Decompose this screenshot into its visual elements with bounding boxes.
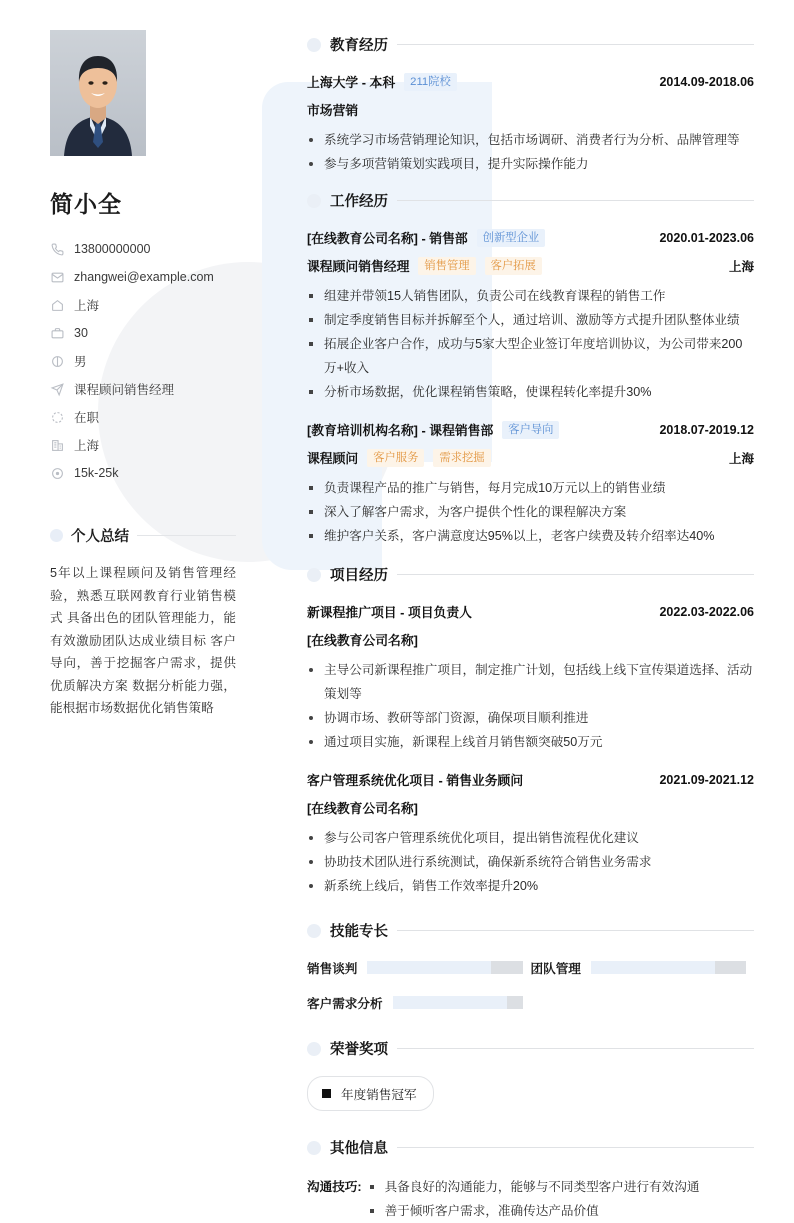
- project-company: [在线教育公司名称]: [307, 801, 418, 816]
- other-group-label: 沟通技巧:: [307, 1180, 362, 1194]
- avatar: [50, 30, 146, 156]
- list-item: 主导公司新课程推广项目，制定推广计划，包括线上线下宣传渠道选择、活动策划等: [307, 658, 754, 706]
- work-role: 课程顾问销售经理: [307, 259, 410, 274]
- other-title: 其他信息: [330, 1141, 388, 1157]
- salary-icon: [50, 466, 64, 480]
- briefcase-icon: [50, 326, 64, 340]
- contact-phone-value: 13800000000: [74, 242, 151, 256]
- section-dot-icon: [50, 529, 63, 542]
- project-entry: [307, 602, 754, 754]
- projects-title: 项目经历: [330, 568, 388, 584]
- phone-icon: [50, 242, 64, 256]
- header-divider: [397, 44, 754, 45]
- project-name: 新课程推广项目 - 项目负责人: [307, 605, 472, 620]
- list-item: 新系统上线后，销售工作效率提升20%: [307, 874, 754, 898]
- header-divider: [137, 535, 236, 536]
- other-group: [307, 1175, 754, 1223]
- skill-progress-fill: [507, 996, 523, 1009]
- summary-text: 5年以上课程顾问及销售管理经验，熟悉互联网教育行业销售模式 具备出色的团队管理能力，能有效激励团队达成业绩目标 客户导向，善于挖掘客户需求，提供优质解决方案 数据分析能力强，能根据市场数据优化销售策略: [50, 566, 236, 715]
- section-dot-icon: [307, 194, 321, 208]
- list-item: 组建并带领15人销售团队，负责公司在线教育课程的销售工作: [307, 284, 754, 308]
- project-date: 2022.03-2022.06: [659, 604, 754, 619]
- list-item: 分析市场数据，优化课程销售策略，使课程转化率提升30%: [307, 380, 754, 404]
- contact-salary: [50, 459, 236, 487]
- work-entry-role-row: [307, 448, 754, 467]
- contact-email-value: zhangwei@example.com: [74, 270, 214, 284]
- work-location: 上海: [728, 259, 754, 274]
- honors-title: 荣誉奖项: [330, 1042, 388, 1058]
- list-item: 负责课程产品的推广与销售，每月完成10万元以上的销售业绩: [307, 476, 754, 500]
- contact-gender-value: 男: [74, 355, 87, 369]
- section-dot-icon: [307, 924, 321, 938]
- project-bullets: [307, 826, 754, 898]
- education-header: [307, 34, 754, 55]
- list-item: 系统学习市场营销理论知识，包括市场调研、消费者行为分析、品牌管理等: [307, 128, 754, 152]
- list-item: 维护客户关系，客户满意度达95%以上，老客户续费及转介绍率达40%: [307, 524, 754, 548]
- work-role: 课程顾问: [307, 451, 359, 466]
- project-entry-row: [307, 602, 754, 621]
- work-company: [教育培训机构名称] - 课程销售部: [307, 423, 494, 438]
- skill-progress-fill: [715, 961, 746, 974]
- summary-title: 个人总结: [71, 529, 129, 545]
- skill-item: [531, 958, 755, 977]
- header-divider: [397, 1147, 754, 1148]
- education-entry-row: [307, 72, 754, 91]
- education-major: 市场营销: [307, 103, 359, 118]
- work-location: 上海: [728, 451, 754, 466]
- project-company: [在线教育公司名称]: [307, 633, 418, 648]
- work-company: [在线教育公司名称] - 销售部: [307, 231, 468, 246]
- header-divider: [397, 930, 754, 931]
- work-title: 工作经历: [330, 194, 388, 210]
- contact-status: [50, 403, 236, 431]
- work-role-tag: 客户拓展: [485, 257, 542, 275]
- contact-phone: [50, 235, 236, 263]
- list-item: 协助技术团队进行系统测试，确保新系统符合销售业务需求: [307, 850, 754, 874]
- email-icon: [50, 270, 64, 284]
- honor-label: 年度销售冠军: [341, 1088, 417, 1102]
- work-role-tag: 销售管理: [418, 257, 475, 275]
- section-skills: [307, 920, 754, 1012]
- contact-gender: [50, 347, 236, 375]
- page-title: 简小全: [50, 191, 122, 217]
- education-date: 2014.09-2018.06: [659, 74, 754, 89]
- skill-progress-bar: [367, 961, 522, 974]
- work-bullets: [307, 284, 754, 404]
- skills-header: [307, 920, 754, 941]
- list-item: 通过项目实施，新课程上线首月销售额突破50万元: [307, 730, 754, 754]
- skill-progress-bar: [393, 996, 523, 1009]
- project-entry-row: [307, 770, 754, 789]
- work-entry-company-row: [307, 420, 754, 439]
- contact-hometown: [50, 291, 236, 319]
- status-badge: [307, 1076, 434, 1111]
- skill-item: [307, 993, 531, 1012]
- other-header: [307, 1137, 754, 1158]
- section-other: [307, 1137, 754, 1223]
- work-entry-role-row: [307, 256, 754, 275]
- section-summary: [50, 525, 236, 720]
- education-title: 教育经历: [330, 38, 388, 54]
- skill-name: 销售谈判: [307, 962, 358, 976]
- skills-grid: [307, 958, 754, 1012]
- project-entry: [307, 770, 754, 898]
- contact-position-value: 课程顾问销售经理: [74, 383, 175, 397]
- contact-salary-value: 15k-25k: [74, 466, 119, 480]
- work-date: 2020.01-2023.06: [659, 230, 754, 245]
- contact-status-value: 在职: [74, 411, 100, 425]
- education-tag: 211院校: [404, 73, 457, 91]
- work-date: 2018.07-2019.12: [659, 422, 754, 437]
- list-item: 制定季度销售目标并拆解至个人，通过培训、激励等方式提升团队整体业绩: [307, 308, 754, 332]
- sidebar: [0, 0, 262, 1196]
- section-projects: [307, 564, 754, 898]
- honors-header: [307, 1038, 754, 1059]
- contact-city: [50, 431, 236, 459]
- contact-age: [50, 319, 236, 347]
- education-entry: [307, 72, 754, 176]
- send-icon: [50, 382, 64, 396]
- projects-header: [307, 564, 754, 585]
- skills-title: 技能专长: [330, 924, 388, 940]
- status-icon: [50, 410, 64, 424]
- work-company-tag: 客户导向: [502, 421, 559, 439]
- project-bullets: [307, 658, 754, 754]
- skill-progress-fill: [491, 961, 522, 974]
- work-role-tag: 需求挖掘: [433, 449, 490, 467]
- list-item: 拓展企业客户合作，成功与5家大型企业签订年度培训协议，为公司带来200万+收入: [307, 332, 754, 380]
- education-school: 上海大学 - 本科: [307, 75, 396, 90]
- work-entry: [307, 228, 754, 404]
- header-divider: [397, 200, 754, 201]
- honors-list: [307, 1076, 754, 1111]
- building-icon: [50, 438, 64, 452]
- work-bullets: [307, 476, 754, 548]
- contact-age-value: 30: [74, 326, 88, 340]
- section-education: [307, 34, 754, 176]
- work-header: [307, 190, 754, 211]
- contact-city-value: 上海: [74, 439, 100, 453]
- section-honors: [307, 1038, 754, 1111]
- work-company-tag: 创新型企业: [477, 229, 546, 247]
- gender-icon: [50, 354, 64, 368]
- contact-position: [50, 375, 236, 403]
- section-dot-icon: [307, 38, 321, 52]
- section-work: [307, 190, 754, 548]
- contact-email: [50, 263, 236, 291]
- contact-hometown-value: 上海: [74, 299, 100, 313]
- project-date: 2021.09-2021.12: [659, 772, 754, 787]
- other-bullets: [368, 1175, 754, 1223]
- project-name: 客户管理系统优化项目 - 销售业务顾问: [307, 773, 524, 788]
- header-divider: [397, 1048, 754, 1049]
- list-item: 深入了解客户需求，为客户提供个性化的课程解决方案: [307, 500, 754, 524]
- work-entry-company-row: [307, 228, 754, 247]
- list-item: 参与公司客户管理系统优化项目，提出销售流程优化建议: [307, 826, 754, 850]
- section-dot-icon: [307, 1042, 321, 1056]
- work-entry: [307, 420, 754, 548]
- header-divider: [397, 574, 754, 575]
- skill-name: 团队管理: [530, 962, 581, 976]
- skill-progress-bar: [591, 961, 746, 974]
- section-dot-icon: [307, 568, 321, 582]
- list-item: 具备良好的沟通能力，能够与不同类型客户进行有效沟通: [368, 1175, 754, 1199]
- list-item: 协调市场、教研等部门资源，确保项目顺利推进: [307, 706, 754, 730]
- square-bullet-icon: [322, 1089, 331, 1098]
- home-icon: [50, 298, 64, 312]
- section-dot-icon: [307, 1141, 321, 1155]
- work-role-tag: 客户服务: [367, 449, 424, 467]
- main-column: [262, 0, 794, 1218]
- education-bullets: [307, 128, 754, 176]
- skill-item: [307, 958, 531, 977]
- list-item: 参与多项营销策划实践项目，提升实际操作能力: [307, 152, 754, 176]
- summary-header: [50, 525, 236, 546]
- skill-name: 客户需求分析: [307, 997, 383, 1011]
- contact-list: [50, 235, 236, 487]
- list-item: 善于倾听客户需求，准确传达产品价值: [368, 1199, 754, 1223]
